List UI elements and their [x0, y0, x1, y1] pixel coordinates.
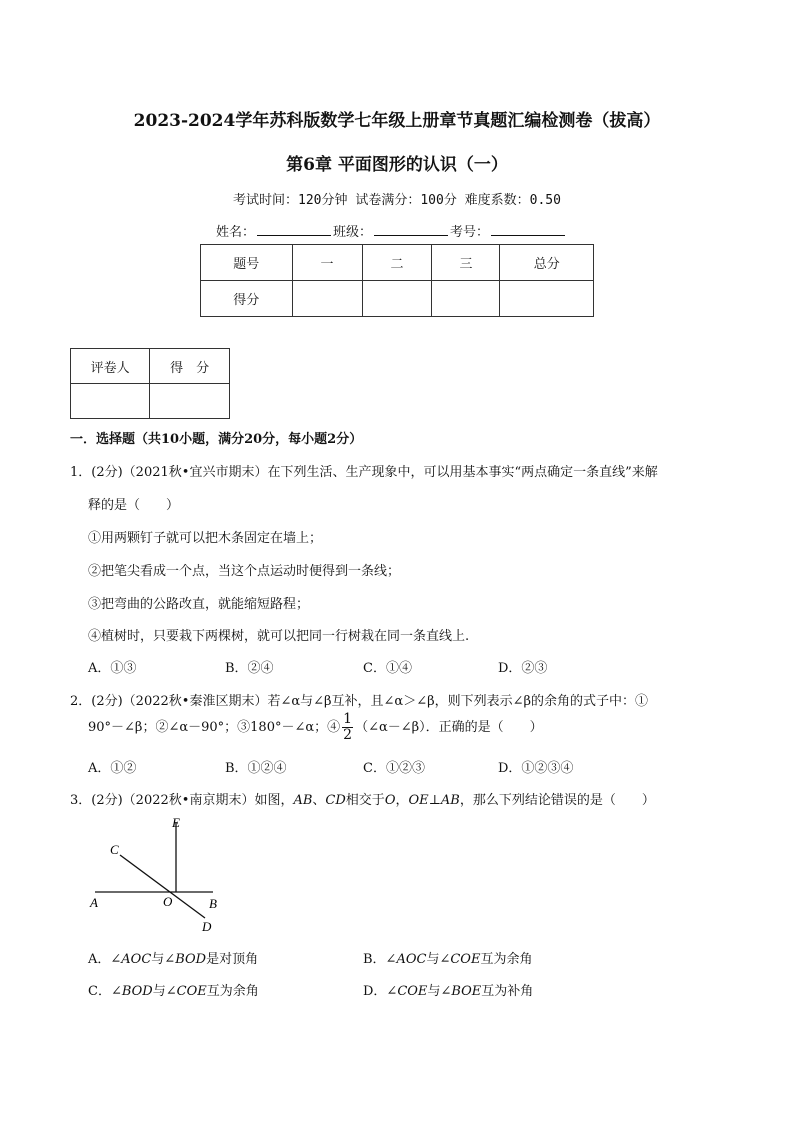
question-2-expr-a: 90°－∠β；②∠α－90°；③180°－∠α；④: [88, 720, 341, 735]
page-title: 2023-2024学年苏科版数学七年级上册章节真题汇编检测卷（拔高）: [133, 111, 661, 131]
question-3-option-c[interactable]: [88, 980, 259, 999]
option-letter: C．∠: [88, 984, 122, 999]
question-3-mid1: 相交于: [345, 793, 385, 808]
option-tail: 互为余角: [206, 984, 259, 999]
fraction-numerator: 1: [343, 711, 353, 727]
option-connector: 与∠: [152, 984, 177, 999]
chapter-subtitle: 第6章 平面图形的认识（一）: [286, 155, 508, 175]
grader-table: [70, 348, 230, 419]
angle-name: BOE: [451, 984, 482, 999]
option-connector: 与∠: [426, 952, 451, 967]
question-1-line2: 释的是（ ）: [88, 498, 180, 513]
grader-header: 评卷人: [71, 349, 150, 384]
score-table-cell: 二: [362, 245, 432, 281]
question-3-mid2: ，: [395, 793, 409, 808]
label-d: D: [202, 919, 212, 934]
label-o: O: [163, 894, 173, 909]
score-table-cell: 总分: [500, 245, 594, 281]
question-1-option-c[interactable]: C．①④: [363, 661, 412, 676]
angle-name: COE: [176, 984, 207, 999]
class-label: 班级：: [333, 225, 373, 240]
question-2-option-d[interactable]: D．①②③④: [498, 761, 574, 776]
question-1-option-a[interactable]: A．①③: [88, 661, 137, 676]
option-letter: D．∠: [363, 984, 398, 999]
question-2-option-b[interactable]: B．①②④: [225, 761, 287, 776]
label-a: A: [90, 895, 98, 910]
grader-header: 得 分: [150, 349, 230, 384]
student-info-row: [216, 221, 567, 240]
segment-ab: AB: [293, 793, 313, 808]
question-2-line2: [88, 712, 543, 743]
question-3-option-a[interactable]: [88, 948, 258, 967]
question-1-line1: 1．(2分)（2021秋•宜兴市期末）在下列生活、生产现象中，可以用基本事实“两点确定一条直线”来解: [70, 465, 658, 480]
score-table-cell: 题号: [201, 245, 293, 281]
score-table: [200, 244, 594, 317]
label-c: C: [110, 842, 119, 857]
option-connector: 与∠: [427, 984, 452, 999]
angle-name: COE: [450, 952, 481, 967]
option-tail: 是对顶角: [206, 952, 259, 967]
point-o: O: [384, 793, 396, 808]
section-heading: 一．选择题（共10小题，满分20分，每小题2分）: [70, 432, 363, 447]
question-1-item: ④植树时，只要栽下两棵树，就可以把同一行树栽在同一条直线上.: [88, 629, 470, 644]
segment-cd: CD: [325, 793, 346, 808]
label-e: E: [172, 815, 180, 830]
number-label: 考号：: [450, 225, 490, 240]
score-input-cell[interactable]: [292, 281, 362, 317]
option-letter: B．∠: [363, 952, 397, 967]
label-b: B: [209, 896, 217, 911]
question-3-suffix: ，那么下列结论错误的是（ ）: [459, 793, 655, 808]
question-1-item: ②把笔尖看成一个点，当这个点运动时便得到一条线；: [88, 564, 401, 579]
exam-info: 考试时间：120分钟 试卷满分：100分 难度系数：0.50: [233, 193, 561, 208]
question-1-option-d[interactable]: D．②③: [498, 661, 548, 676]
question-2-expr-b: （∠α－∠β）．正确的是（ ）: [355, 720, 543, 735]
question-3-option-d[interactable]: [363, 980, 533, 999]
question-1-item: ①用两颗钉子就可以把木条固定在墙上；: [88, 531, 323, 546]
angle-name: AOC: [121, 952, 152, 967]
option-tail: 互为补角: [481, 984, 534, 999]
name-label: 姓名：: [216, 225, 256, 240]
fraction-one-half: [342, 712, 353, 743]
fraction-denominator: 2: [343, 727, 353, 743]
number-blank[interactable]: [491, 223, 565, 236]
question-1-item: ③把弯曲的公路改直，就能缩短路程；: [88, 597, 310, 612]
angle-name: BOD: [175, 952, 207, 967]
grader-input-cell[interactable]: [150, 384, 230, 419]
class-blank[interactable]: [374, 223, 448, 236]
angle-name: AOC: [396, 952, 427, 967]
score-input-cell[interactable]: [500, 281, 594, 317]
question-3-sep: 、: [312, 793, 326, 808]
grader-input-cell[interactable]: [71, 384, 150, 419]
question-3-option-b[interactable]: [363, 948, 532, 967]
angle-name: BOD: [121, 984, 153, 999]
question-3-stem: [70, 789, 655, 808]
question-1-option-b[interactable]: B．②④: [225, 661, 274, 676]
geometry-figure: [80, 810, 230, 938]
question-3-prefix: 3．(2分)（2022秋•南京期末）如图，: [70, 793, 294, 808]
option-letter: A．∠: [88, 952, 122, 967]
name-blank[interactable]: [257, 223, 331, 236]
option-tail: 互为余角: [480, 952, 533, 967]
question-2-line1: 2．(2分)（2022秋•秦淮区期末）若∠α与∠β互补，且∠α＞∠β，则下列表示∠β的余角的式子中：①: [70, 694, 649, 709]
option-connector: 与∠: [151, 952, 176, 967]
angle-name: COE: [397, 984, 428, 999]
score-input-cell[interactable]: [362, 281, 432, 317]
score-input-cell[interactable]: [432, 281, 500, 317]
perpendicular-relation: OE⊥AB: [408, 793, 460, 808]
score-table-cell: 得分: [201, 281, 293, 317]
score-table-cell: 一: [292, 245, 362, 281]
question-2-option-a[interactable]: A．①②: [88, 761, 137, 776]
score-table-cell: 三: [432, 245, 500, 281]
question-2-option-c[interactable]: C．①②③: [363, 761, 425, 776]
